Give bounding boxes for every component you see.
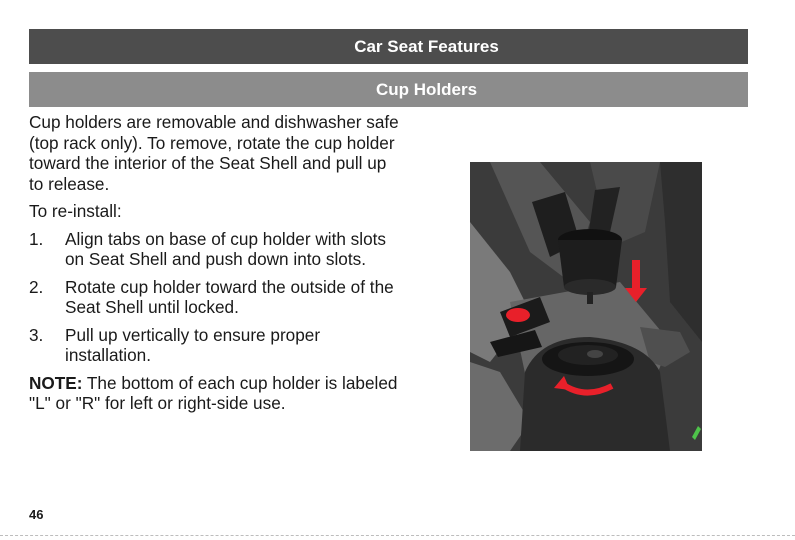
step-number: 3. xyxy=(29,324,44,345)
step-item xyxy=(29,325,399,366)
step-number: 2. xyxy=(29,276,44,297)
note-label: NOTE: xyxy=(29,372,83,393)
note-text: The bottom of each cup holder is labeled "L" or "R" for left or right-side use. xyxy=(29,372,398,413)
intro-paragraph: Cup holders are removable and dishwasher safe (top rack only). To remove, rotate the cup holder toward the interior of the Seat Shell and pull up to release. xyxy=(29,112,399,194)
reinstall-label: To re-install: xyxy=(29,201,122,221)
step-text: Align tabs on base of cup holder with slots on Seat Shell and push down into slots. xyxy=(65,228,387,269)
subsection-header-bar xyxy=(29,72,748,107)
subsection-title: Cup Holders xyxy=(375,79,478,99)
note-paragraph xyxy=(29,373,399,414)
section-header-bar xyxy=(29,29,748,64)
step-text: Rotate cup holder toward the outside of the Seat Shell until locked. xyxy=(65,276,394,317)
car-seat-drawing xyxy=(470,162,702,451)
cup-holder-illustration xyxy=(470,162,702,451)
steps-list xyxy=(29,229,399,366)
step-item xyxy=(29,277,399,318)
step-text: Pull up vertically to ensure proper installation. xyxy=(65,324,321,365)
section-title: Car Seat Features xyxy=(354,36,499,56)
step-number: 1. xyxy=(29,228,44,249)
instructions-text xyxy=(29,112,399,421)
page-number: 46 xyxy=(29,507,44,522)
step-item xyxy=(29,229,399,270)
footer-divider xyxy=(0,535,795,536)
